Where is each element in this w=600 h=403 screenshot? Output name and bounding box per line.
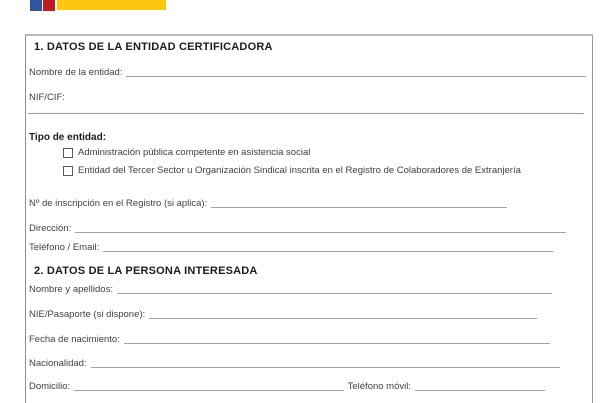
checkbox-tercer-sector[interactable] xyxy=(63,166,73,176)
field-row-nie-pasaporte xyxy=(29,309,537,320)
field-row-nombre-entidad xyxy=(29,67,586,78)
telefono-movil-line[interactable] xyxy=(415,387,545,391)
nombre-entidad-line[interactable] xyxy=(126,73,586,77)
nie-pasaporte-line[interactable] xyxy=(149,315,537,319)
field-row-nombre-apellidos xyxy=(29,284,552,295)
nacionalidad-label: Nacionalidad: xyxy=(29,358,87,369)
section1-title: 1. DATOS DE LA ENTIDAD CERTIFICADORA xyxy=(34,41,273,53)
field-row-fecha-nacimiento xyxy=(29,334,550,345)
nombre-entidad-label: Nombre de la entidad: xyxy=(29,67,123,78)
nombre-apellidos-line[interactable] xyxy=(117,290,552,294)
tipo-entidad-label: Tipo de entidad: xyxy=(29,132,107,143)
option-row-admin-publica xyxy=(63,147,310,158)
form-box xyxy=(25,34,593,403)
option-row-tercer-sector xyxy=(63,165,521,176)
section2-title: 2. DATOS DE LA PERSONA INTERESADA xyxy=(34,265,258,277)
domicilio-label: Domicilio: xyxy=(29,381,71,392)
num-inscripcion-line[interactable] xyxy=(211,204,507,208)
nacionalidad-line[interactable] xyxy=(91,364,560,368)
nif-line[interactable] xyxy=(28,113,584,114)
direccion-line[interactable] xyxy=(75,229,566,233)
field-row-num-inscripcion xyxy=(29,198,507,209)
checkbox-admin-publica[interactable] xyxy=(63,148,73,158)
nif-label: NIF/CIF: xyxy=(29,92,65,103)
option-admin-publica-label: Administración pública competente en asistencia social xyxy=(78,147,311,158)
field-row-telefono-email xyxy=(29,242,553,253)
telefono-movil-label: Teléfono móvil: xyxy=(347,381,411,392)
telefono-email-line[interactable] xyxy=(103,248,553,252)
logo-yellow-bar xyxy=(57,0,166,10)
telefono-email-label: Teléfono / Email: xyxy=(29,242,100,253)
nie-pasaporte-label: NIE/Pasaporte (si dispone): xyxy=(29,309,146,320)
num-inscripcion-label: Nº de inscripción en el Registro (si aplica): xyxy=(29,198,208,209)
nombre-apellidos-label: Nombre y apellidos: xyxy=(29,284,113,295)
field-row-nif xyxy=(29,92,584,103)
field-row-nacionalidad xyxy=(29,358,560,369)
field-row-direccion xyxy=(29,223,566,234)
domicilio-line[interactable] xyxy=(74,387,343,391)
option-tercer-sector-label: Entidad del Tercer Sector u Organización Sindical inscrita en el Registro de Colaboradores de Extranjería xyxy=(78,165,521,176)
field-row-domicilio xyxy=(29,381,545,392)
logo-blue-block xyxy=(30,0,42,11)
direccion-label: Dirección: xyxy=(29,223,72,234)
logo-red-block xyxy=(43,0,55,11)
fecha-nacimiento-line[interactable] xyxy=(124,340,550,344)
fecha-nacimiento-label: Fecha de nacimiento: xyxy=(29,334,120,345)
